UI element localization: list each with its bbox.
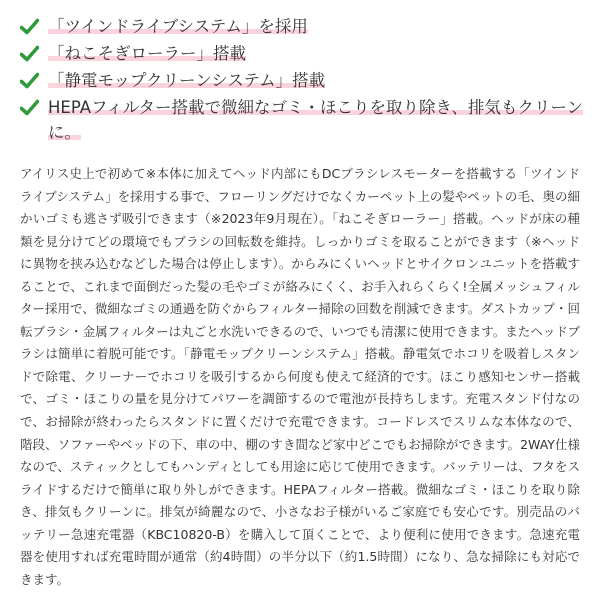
feature-item [20, 68, 592, 93]
feature-item [20, 14, 592, 39]
check-icon [20, 72, 39, 89]
check-icon [20, 45, 39, 62]
feature-text: 「ツインドライブシステム」を採用 [48, 17, 308, 36]
feature-text: HEPAフィルター搭載で微細なゴミ・ほこりを取り除き、排気もクリーンに。 [48, 98, 584, 142]
feature-item [20, 41, 592, 66]
feature-item [20, 95, 592, 145]
check-icon [20, 18, 39, 35]
feature-text: 「静電モップクリーンシステム」搭載 [48, 71, 326, 90]
feature-text: 「ねこそぎローラー」搭載 [48, 44, 246, 63]
product-description: アイリス史上で初めて※本体に加えてヘッド内部にもDCブラシレスモーターを搭載する「ツインドライブシステム」を採用する事で、フローリングだけでなくカーペット上の髪やペットの毛、奥の細かいゴミも逃さず吸引できます（※2023年9月現在）。「ねこそぎローラー」搭載。ヘッドが床の種類を見分けてどの環境でもブラシの回転数を維持。しっかりゴミを取ることができます（※ヘッドに異物を挟み込むなどした場合は停止します）。からみにくいヘッドとサイクロンユニットを搭載することで、これまで面倒だった髪の毛やゴミが絡みにくく、お手入れらくらく!全属メッシュフィルター採用で、微細なゴミの通過を防ぐからフィルター掃除の回数を削減できます。ダストカップ・回転ブラシ・金属フィルターは丸ごと水洗いできるので、いつでも清潔に使用できます。またヘッドブラシは簡単に着脱可能です。「静電モップクリーンシステム」搭載。静電気でホコリを吸着しスタンドで除電、クリーナーでホコリを吸引するから何度も使えて経済的です。ほこり感知センサー搭載で、ゴミ・ほこりの量を見分けてパワーを調節するので電池が長持ちします。充電スタンド付なので、お掃除が終わったらスタンドに置くだけで充電できます。コードレスでスリムな本体なので、階段、ソファーやベッドの下、車の中、棚のすき間など家中どこでもお掃除ができます。2WAY仕様なので、スティックとしてもハンディとしても用途に応じて使用できます。バッテリーは、フタをスライドするだけで簡単に取り外しができます。HEPAフィルター搭載。微細なゴミ・ほこりを取り除き、排気もクリーンに。排気が綺麗なので、小さなお子様がいるご家庭でも安心です。別売品のバッテリー急速充電器（KBC10820-B）を購入して頂くことで、より便利に使用できます。急速充電器を使用すれば充電時間が通常（約4時間）の半分以下（約1.5時間）になり、急な掃除にも対応できます。 [20, 166, 580, 587]
feature-list [20, 14, 592, 147]
check-icon [20, 99, 39, 116]
